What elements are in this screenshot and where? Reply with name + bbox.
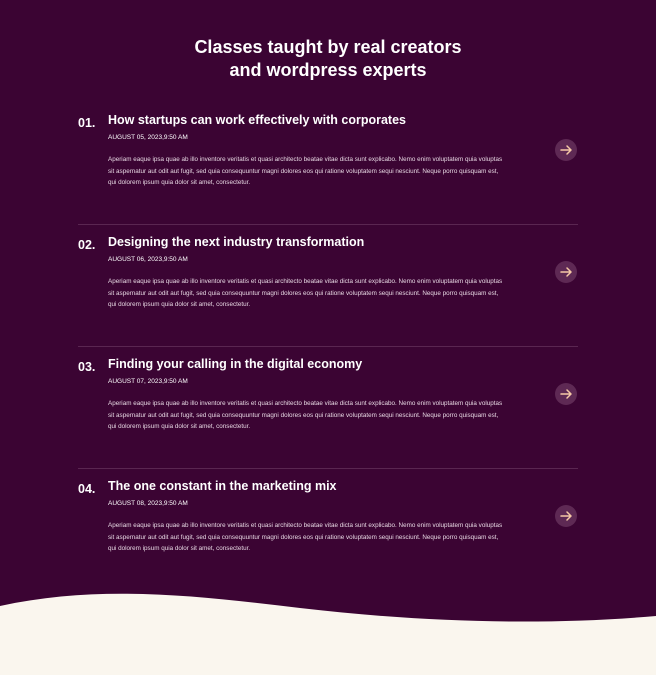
class-title[interactable]: The one constant in the marketing mix (108, 479, 337, 493)
class-item (78, 347, 578, 469)
arrow-right-icon (558, 264, 574, 280)
class-title[interactable]: Finding your calling in the digital economy (108, 357, 363, 371)
open-class-button[interactable] (555, 139, 577, 161)
class-date: AUGUST 05, 2023,9:50 AM (108, 134, 188, 141)
wave-divider (0, 590, 656, 675)
section-heading (0, 36, 656, 82)
class-description: Aperiam eaque ipsa quae ab illo inventore veritatis et quasi architecto beatae vitae dicta sunt explicabo. Nemo enim voluptatem quia voluptas sit aspernatur aut odit aut fugit, sed quia consequuntur magni dolores eos qui ratione voluptatem sequi nesciunt. Neque porro quisquam est, qui dolorem ipsum quia dolor sit amet, consectetur. (108, 522, 503, 552)
class-number: 02. (78, 238, 96, 252)
class-item (78, 225, 578, 347)
class-number: 04. (78, 482, 96, 496)
class-date: AUGUST 06, 2023,9:50 AM (108, 256, 188, 263)
class-title[interactable]: How startups can work effectively with corporates (108, 113, 406, 127)
open-class-button[interactable] (555, 505, 577, 527)
heading-line-2: and wordpress experts (229, 60, 427, 80)
heading-line-1: Classes taught by real creators (194, 37, 462, 57)
class-item (78, 469, 578, 591)
class-item (78, 103, 578, 225)
open-class-button[interactable] (555, 383, 577, 405)
open-class-button[interactable] (555, 261, 577, 283)
class-title[interactable]: Designing the next industry transformation (108, 235, 365, 249)
class-date: AUGUST 07, 2023,9:50 AM (108, 378, 188, 385)
arrow-right-icon (558, 142, 574, 158)
class-description: Aperiam eaque ipsa quae ab illo inventore veritatis et quasi architecto beatae vitae dicta sunt explicabo. Nemo enim voluptatem quia voluptas sit aspernatur aut odit aut fugit, sed quia consequuntur magni dolores eos qui ratione voluptatem sequi nesciunt. Neque porro quisquam est, qui dolorem ipsum quia dolor sit amet, consectetur. (108, 400, 503, 430)
class-number: 03. (78, 360, 96, 374)
arrow-right-icon (558, 386, 574, 402)
class-description: Aperiam eaque ipsa quae ab illo inventore veritatis et quasi architecto beatae vitae dicta sunt explicabo. Nemo enim voluptatem quia voluptas sit aspernatur aut odit aut fugit, sed quia consequuntur magni dolores eos qui ratione voluptatem sequi nesciunt. Neque porro quisquam est, qui dolorem ipsum quia dolor sit amet, consectetur. (108, 156, 503, 186)
class-number: 01. (78, 116, 96, 130)
class-list (78, 103, 578, 591)
class-description: Aperiam eaque ipsa quae ab illo inventore veritatis et quasi architecto beatae vitae dicta sunt explicabo. Nemo enim voluptatem quia voluptas sit aspernatur aut odit aut fugit, sed quia consequuntur magni dolores eos qui ratione voluptatem sequi nesciunt. Neque porro quisquam est, qui dolorem ipsum quia dolor sit amet, consectetur. (108, 278, 503, 308)
arrow-right-icon (558, 508, 574, 524)
class-date: AUGUST 08, 2023,9:50 AM (108, 500, 188, 507)
